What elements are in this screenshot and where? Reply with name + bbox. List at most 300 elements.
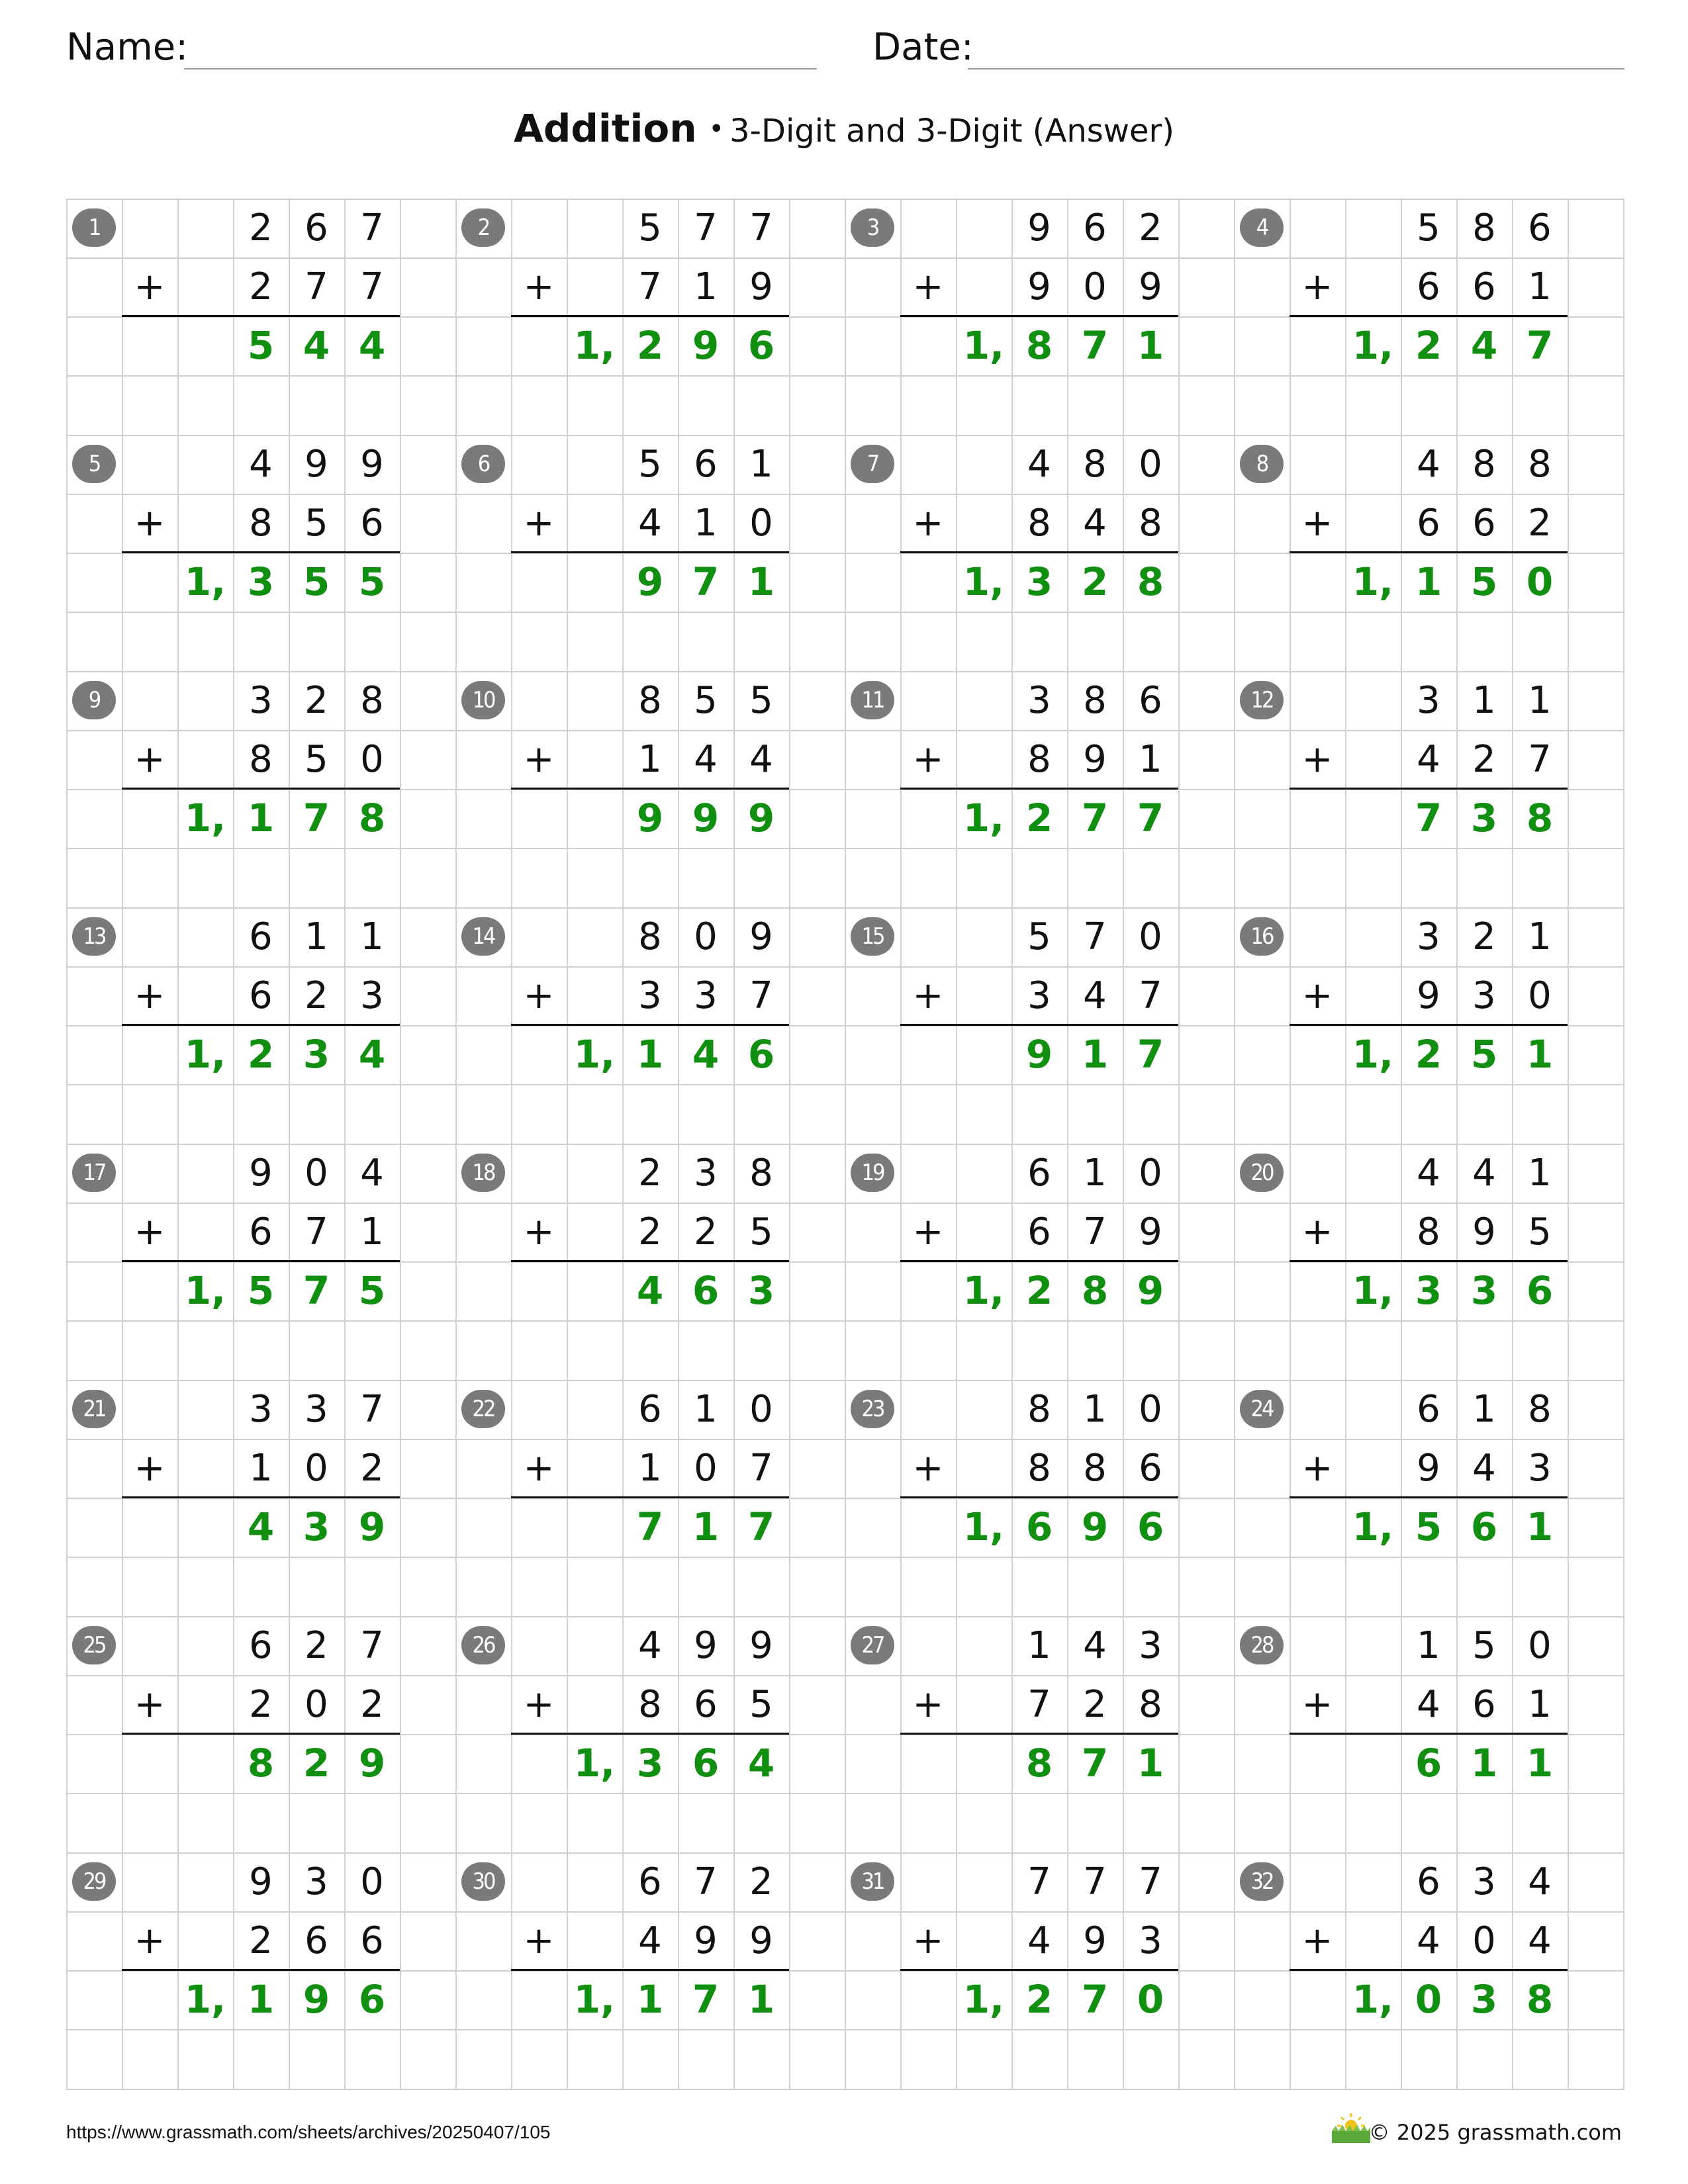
answer-digit: 1 (1526, 1741, 1554, 1786)
answer-digit: 1, (184, 1977, 226, 2022)
answer-digit: 1, (1352, 323, 1394, 368)
bottom-addend-digit: 4 (1417, 1683, 1440, 1726)
answer-digit: 3 (636, 1741, 664, 1786)
top-addend-digit: 8 (1083, 443, 1107, 486)
answer-digit: 1, (1352, 559, 1394, 604)
problem (455, 199, 845, 435)
problem-number-badge: 2 (461, 208, 505, 247)
plus-sign: + (523, 502, 555, 545)
answer-digit: 5 (1470, 559, 1498, 604)
answer-digit: 1, (573, 1977, 616, 2022)
answer-digit: 9 (747, 796, 775, 841)
bottom-addend-digit: 5 (305, 502, 328, 545)
answer-digit: 1, (962, 796, 1005, 841)
answer-digit: 1, (184, 796, 226, 841)
problem (455, 435, 845, 671)
answer-digit: 6 (1137, 1504, 1164, 1549)
bottom-addend-digit: 1 (249, 1447, 273, 1490)
top-addend-digit: 2 (305, 1624, 328, 1667)
bottom-addend-digit: 3 (1528, 1447, 1552, 1490)
problem-number-badge: 25 (72, 1626, 116, 1664)
bottom-addend-digit: 1 (1528, 1683, 1552, 1726)
problem (455, 1616, 845, 1852)
problem (1234, 1380, 1623, 1616)
answer-digit: 3 (303, 1504, 330, 1549)
answer-digit: 9 (1025, 1032, 1053, 1077)
bottom-addend-digit: 4 (1472, 1447, 1496, 1490)
problem (455, 1852, 845, 2089)
plus-sign: + (1301, 738, 1333, 781)
answer-digit: 4 (247, 1504, 275, 1549)
top-addend-digit: 2 (305, 679, 328, 722)
plus-sign: + (134, 974, 165, 1017)
problem-number-badge: 18 (461, 1154, 505, 1192)
bottom-addend-digit: 1 (360, 1210, 384, 1253)
bottom-addend-digit: 1 (1139, 738, 1162, 781)
problem (455, 1380, 845, 1616)
bottom-addend-digit: 2 (1528, 502, 1552, 545)
bottom-addend-digit: 1 (694, 265, 718, 308)
plus-sign: + (1301, 1919, 1333, 1962)
bottom-addend-digit: 7 (638, 265, 662, 308)
plus-sign: + (1301, 265, 1333, 308)
top-addend-digit: 3 (305, 1860, 328, 1903)
top-addend-digit: 6 (1027, 1152, 1051, 1195)
answer-digit: 3 (247, 559, 275, 604)
bottom-addend-digit: 8 (249, 502, 273, 545)
top-addend-digit: 4 (249, 443, 273, 486)
bottom-addend-digit: 8 (1083, 1447, 1107, 1490)
top-addend-digit: 2 (1472, 915, 1496, 958)
top-addend-digit: 4 (1417, 443, 1440, 486)
answer-digit: 2 (303, 1741, 330, 1786)
problem-number-badge: 11 (851, 681, 894, 719)
answer-digit: 3 (747, 1268, 775, 1313)
bottom-addend-digit: 6 (305, 1919, 328, 1962)
footer-url: https://www.grassmath.com/sheets/archives/20250407/105 (66, 2122, 551, 2142)
top-addend-digit: 8 (638, 679, 662, 722)
answer-digit: 1, (573, 1741, 616, 1786)
top-addend-digit: 3 (305, 1388, 328, 1431)
plus-sign: + (912, 1447, 944, 1490)
answer-digit: 7 (692, 559, 720, 604)
top-addend-digit: 2 (749, 1860, 773, 1903)
bottom-addend-digit: 7 (749, 974, 773, 1017)
answer-digit: 5 (247, 1268, 275, 1313)
answer-digit: 6 (358, 1977, 386, 2022)
problem (845, 1616, 1234, 1852)
bottom-addend-digit: 0 (305, 1447, 328, 1490)
bottom-addend-digit: 2 (638, 1210, 662, 1253)
bottom-addend-digit: 3 (1139, 1919, 1162, 1962)
bottom-addend-digit: 7 (1083, 1210, 1107, 1253)
top-addend-digit: 9 (694, 1624, 718, 1667)
bottom-addend-digit: 6 (1417, 502, 1440, 545)
answer-digit: 1, (573, 323, 616, 368)
plus-sign: + (523, 1447, 555, 1490)
top-addend-digit: 4 (360, 1152, 384, 1195)
problem-number-badge: 31 (851, 1862, 894, 1901)
problem (1234, 671, 1623, 907)
answer-digit: 6 (1415, 1741, 1442, 1786)
top-addend-digit: 9 (360, 443, 384, 486)
answer-digit: 6 (747, 1032, 775, 1077)
top-addend-digit: 0 (694, 915, 718, 958)
top-addend-digit: 1 (1027, 1624, 1051, 1667)
answer-digit: 1, (573, 1032, 616, 1077)
plus-sign: + (1301, 1683, 1333, 1726)
answer-digit: 5 (358, 1268, 386, 1313)
problem (1234, 1144, 1623, 1380)
bottom-addend-digit: 0 (749, 502, 773, 545)
name-line[interactable] (184, 68, 817, 69)
top-addend-digit: 3 (1027, 679, 1051, 722)
problem (66, 1616, 455, 1852)
answer-digit: 4 (692, 1032, 720, 1077)
answer-digit: 1, (1352, 1032, 1394, 1077)
answer-digit: 2 (1025, 796, 1053, 841)
top-addend-digit: 8 (1472, 443, 1496, 486)
bottom-addend-digit: 4 (1528, 1919, 1552, 1962)
bottom-addend-digit: 9 (1472, 1210, 1496, 1253)
top-addend-digit: 2 (638, 1152, 662, 1195)
bottom-addend-digit: 2 (249, 1683, 273, 1726)
problem-number-badge: 1 (72, 208, 116, 247)
answer-digit: 1 (636, 1977, 664, 2022)
top-addend-digit: 0 (1139, 1152, 1162, 1195)
answer-digit: 8 (247, 1741, 275, 1786)
top-addend-digit: 0 (305, 1152, 328, 1195)
bottom-addend-digit: 9 (1083, 1919, 1107, 1962)
problem (1234, 1852, 1623, 2089)
problem (66, 671, 455, 907)
answer-digit: 5 (247, 323, 275, 368)
answer-digit: 1, (962, 1977, 1005, 2022)
top-addend-digit: 8 (1528, 1388, 1552, 1431)
answer-digit: 1, (184, 1032, 226, 1077)
bottom-addend-digit: 6 (249, 1210, 273, 1253)
bottom-addend-digit: 3 (1472, 974, 1496, 1017)
answer-digit: 2 (1025, 1977, 1053, 2022)
answer-digit: 6 (1470, 1504, 1498, 1549)
problem (455, 1144, 845, 1380)
bottom-addend-digit: 6 (1417, 265, 1440, 308)
top-addend-digit: 7 (694, 206, 718, 250)
bottom-addend-digit: 0 (1083, 265, 1107, 308)
bottom-addend-digit: 8 (1417, 1210, 1440, 1253)
problem-number-badge: 20 (1240, 1154, 1284, 1192)
problem (66, 199, 455, 435)
top-addend-digit: 1 (1083, 1388, 1107, 1431)
answer-digit: 6 (692, 1741, 720, 1786)
plus-sign: + (1301, 1210, 1333, 1253)
answer-digit: 5 (1470, 1032, 1498, 1077)
date-line[interactable] (968, 68, 1624, 69)
top-addend-digit: 4 (638, 1624, 662, 1667)
answer-digit: 2 (1025, 1268, 1053, 1313)
answer-digit: 8 (1081, 1268, 1109, 1313)
problem-number-badge: 9 (72, 681, 116, 719)
top-addend-digit: 1 (360, 915, 384, 958)
plus-sign: + (523, 1683, 555, 1726)
answer-digit: 8 (358, 796, 386, 841)
answer-digit: 7 (1081, 323, 1109, 368)
problem (845, 671, 1234, 907)
bottom-addend-digit: 7 (1528, 738, 1552, 781)
answer-digit: 5 (1415, 1504, 1442, 1549)
problem (845, 1144, 1234, 1380)
bottom-addend-digit: 2 (249, 265, 273, 308)
plus-sign: + (912, 1919, 944, 1962)
answer-digit: 1 (1137, 1741, 1164, 1786)
answer-digit: 4 (303, 323, 330, 368)
bottom-addend-digit: 8 (1027, 1447, 1051, 1490)
answer-digit: 1, (962, 559, 1005, 604)
bottom-addend-digit: 2 (249, 1919, 273, 1962)
top-addend-digit: 4 (1472, 1152, 1496, 1195)
bottom-addend-digit: 7 (360, 265, 384, 308)
top-addend-digit: 7 (360, 1388, 384, 1431)
top-addend-digit: 0 (360, 1860, 384, 1903)
top-addend-digit: 4 (1083, 1624, 1107, 1667)
top-addend-digit: 9 (749, 915, 773, 958)
answer-digit: 5 (358, 559, 386, 604)
problem (455, 671, 845, 907)
bottom-addend-digit: 9 (1417, 974, 1440, 1017)
top-addend-digit: 6 (638, 1860, 662, 1903)
answer-digit: 8 (1526, 1977, 1554, 2022)
answer-digit: 1, (962, 323, 1005, 368)
plus-sign: + (1301, 502, 1333, 545)
problem-number-badge: 13 (72, 917, 116, 956)
problem (66, 1144, 455, 1380)
answer-digit: 7 (692, 1977, 720, 2022)
problem (845, 1852, 1234, 2089)
problem (1234, 199, 1623, 435)
bottom-addend-digit: 9 (749, 265, 773, 308)
bottom-addend-digit: 4 (1417, 1919, 1440, 1962)
bottom-addend-digit: 6 (249, 974, 273, 1017)
top-addend-digit: 1 (1472, 679, 1496, 722)
bottom-addend-digit: 6 (360, 1919, 384, 1962)
problem-grid (66, 199, 1623, 2089)
top-addend-digit: 5 (638, 206, 662, 250)
answer-digit: 4 (747, 1741, 775, 1786)
top-addend-digit: 0 (1528, 1624, 1552, 1667)
bottom-addend-digit: 2 (360, 1447, 384, 1490)
plus-sign: + (134, 502, 165, 545)
problem-number-badge: 19 (851, 1154, 894, 1192)
answer-digit: 9 (692, 796, 720, 841)
top-addend-digit: 6 (1528, 206, 1552, 250)
bottom-addend-digit: 4 (638, 502, 662, 545)
answer-digit: 2 (1081, 559, 1109, 604)
bottom-addend-digit: 6 (694, 1683, 718, 1726)
plus-sign: + (523, 738, 555, 781)
top-addend-digit: 2 (249, 206, 273, 250)
answer-digit: 2 (1415, 323, 1442, 368)
answer-digit: 1 (1526, 1032, 1554, 1077)
answer-digit: 7 (1415, 796, 1442, 841)
problem-number-badge: 27 (851, 1626, 894, 1664)
plus-sign: + (1301, 1447, 1333, 1490)
top-addend-digit: 0 (1139, 1388, 1162, 1431)
bottom-addend-digit: 8 (1139, 1683, 1162, 1726)
answer-digit: 1, (1352, 1268, 1394, 1313)
answer-digit: 3 (1470, 1268, 1498, 1313)
answer-digit: 1, (184, 1268, 226, 1313)
answer-digit: 7 (1137, 796, 1164, 841)
top-addend-digit: 7 (1083, 915, 1107, 958)
top-addend-digit: 5 (1027, 915, 1051, 958)
bottom-addend-digit: 8 (1027, 502, 1051, 545)
top-addend-digit: 1 (694, 1388, 718, 1431)
bottom-addend-digit: 2 (694, 1210, 718, 1253)
answer-digit: 6 (1025, 1504, 1053, 1549)
problem (1234, 435, 1623, 671)
top-addend-digit: 1 (1528, 1152, 1552, 1195)
top-addend-digit: 9 (249, 1860, 273, 1903)
plus-sign: + (912, 1683, 944, 1726)
answer-digit: 8 (1025, 1741, 1053, 1786)
problem-number-badge: 22 (461, 1390, 505, 1428)
bottom-addend-digit: 1 (1528, 265, 1552, 308)
answer-digit: 7 (1081, 796, 1109, 841)
problem-number-badge: 14 (461, 917, 505, 956)
plus-sign: + (134, 738, 165, 781)
top-addend-digit: 3 (1417, 915, 1440, 958)
bottom-addend-digit: 2 (305, 974, 328, 1017)
top-addend-digit: 7 (360, 206, 384, 250)
date-label: Date: (872, 26, 974, 69)
plus-sign: + (134, 1683, 165, 1726)
problem-number-badge: 30 (461, 1862, 505, 1901)
answer-digit: 7 (303, 1268, 330, 1313)
problem-number-badge: 7 (851, 445, 894, 483)
grass-sun-logo-icon (1329, 2111, 1373, 2146)
top-addend-digit: 7 (360, 1624, 384, 1667)
plus-sign: + (912, 974, 944, 1017)
bottom-addend-digit: 6 (1472, 502, 1496, 545)
problem-number-badge: 8 (1240, 445, 1284, 483)
plus-sign: + (912, 265, 944, 308)
bottom-addend-digit: 6 (1472, 265, 1496, 308)
top-addend-digit: 3 (249, 679, 273, 722)
bottom-addend-digit: 9 (1083, 738, 1107, 781)
problem (845, 435, 1234, 671)
bottom-addend-digit: 5 (305, 738, 328, 781)
top-addend-digit: 8 (749, 1152, 773, 1195)
bottom-addend-digit: 1 (694, 502, 718, 545)
answer-digit: 7 (1081, 1977, 1109, 2022)
problem-number-badge: 29 (72, 1862, 116, 1901)
problem (845, 1380, 1234, 1616)
top-addend-digit: 6 (1083, 206, 1107, 250)
problem-number-badge: 32 (1240, 1862, 1284, 1901)
answer-digit: 2 (247, 1032, 275, 1077)
answer-digit: 9 (358, 1504, 386, 1549)
bottom-addend-digit: 6 (1027, 1210, 1051, 1253)
answer-digit: 1 (1081, 1032, 1109, 1077)
bottom-addend-digit: 3 (1027, 974, 1051, 1017)
bottom-addend-digit: 9 (1027, 265, 1051, 308)
top-addend-digit: 1 (305, 915, 328, 958)
top-addend-digit: 1 (1528, 915, 1552, 958)
worksheet-title (0, 106, 1688, 151)
bottom-addend-digit: 9 (694, 1919, 718, 1962)
answer-digit: 1 (247, 1977, 275, 2022)
bottom-addend-digit: 1 (638, 1447, 662, 1490)
answer-digit: 7 (303, 796, 330, 841)
bottom-addend-digit: 4 (1083, 502, 1107, 545)
plus-sign: + (134, 1210, 165, 1253)
bottom-addend-digit: 8 (638, 1683, 662, 1726)
top-addend-digit: 8 (360, 679, 384, 722)
problem-number-badge: 28 (1240, 1626, 1284, 1664)
bottom-addend-digit: 4 (694, 738, 718, 781)
answer-digit: 4 (636, 1268, 664, 1313)
top-addend-digit: 1 (1417, 1624, 1440, 1667)
answer-digit: 9 (692, 323, 720, 368)
answer-digit: 6 (747, 323, 775, 368)
plus-sign: + (134, 265, 165, 308)
answer-digit: 4 (1470, 323, 1498, 368)
answer-digit: 8 (1526, 796, 1554, 841)
top-addend-digit: 5 (638, 443, 662, 486)
top-addend-digit: 6 (1417, 1860, 1440, 1903)
problem (1234, 1616, 1623, 1852)
bottom-addend-digit: 7 (749, 1447, 773, 1490)
answer-digit: 5 (303, 559, 330, 604)
bottom-addend-digit: 4 (1417, 738, 1440, 781)
answer-digit: 9 (1081, 1504, 1109, 1549)
answer-digit: 1, (184, 559, 226, 604)
answer-digit: 7 (1526, 323, 1554, 368)
bottom-addend-digit: 9 (1139, 1210, 1162, 1253)
top-addend-digit: 5 (1417, 206, 1440, 250)
bottom-addend-digit: 4 (638, 1919, 662, 1962)
top-addend-digit: 9 (749, 1624, 773, 1667)
answer-digit: 1 (1415, 559, 1442, 604)
top-addend-digit: 8 (1528, 443, 1552, 486)
answer-digit: 3 (1470, 1977, 1498, 2022)
problem-number-badge: 5 (72, 445, 116, 483)
plus-sign: + (523, 265, 555, 308)
top-addend-digit: 5 (749, 679, 773, 722)
problem-number-badge: 6 (461, 445, 505, 483)
bottom-addend-digit: 2 (360, 1683, 384, 1726)
top-addend-digit: 1 (1083, 1152, 1107, 1195)
top-addend-digit: 8 (1472, 206, 1496, 250)
bottom-addend-digit: 5 (749, 1683, 773, 1726)
top-addend-digit: 9 (249, 1152, 273, 1195)
answer-digit: 1, (962, 1268, 1005, 1313)
problem-number-badge: 16 (1240, 917, 1284, 956)
top-addend-digit: 0 (1139, 443, 1162, 486)
plus-sign: + (523, 1210, 555, 1253)
answer-digit: 3 (1470, 796, 1498, 841)
top-addend-digit: 6 (249, 1624, 273, 1667)
answer-digit: 7 (636, 1504, 664, 1549)
answer-digit: 2 (636, 323, 664, 368)
bottom-addend-digit: 8 (249, 738, 273, 781)
top-addend-digit: 6 (305, 206, 328, 250)
answer-digit: 9 (303, 1977, 330, 2022)
answer-digit: 7 (1081, 1741, 1109, 1786)
answer-digit: 1, (962, 1504, 1005, 1549)
top-addend-digit: 0 (749, 1388, 773, 1431)
top-addend-digit: 6 (638, 1388, 662, 1431)
